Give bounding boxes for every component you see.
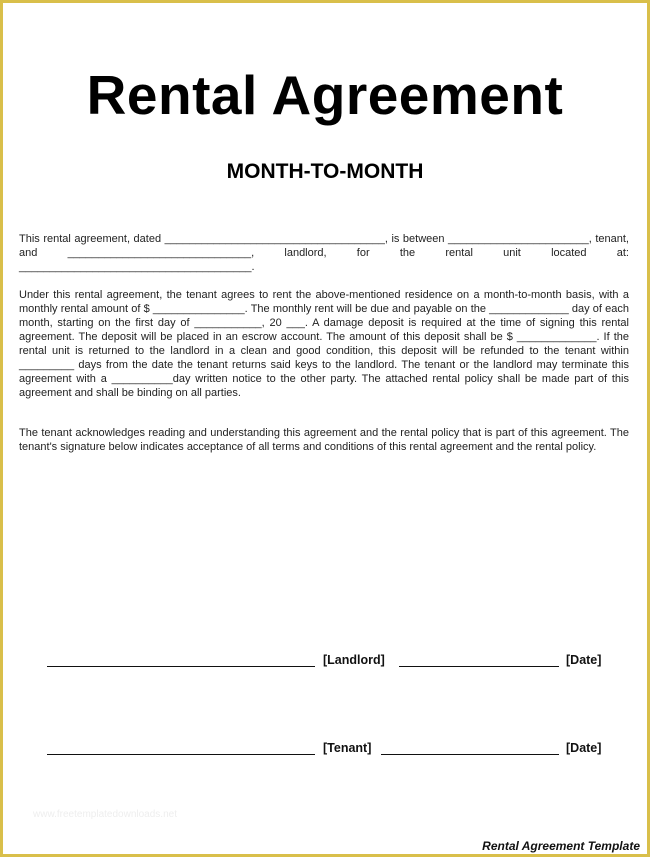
landlord-date-label: [Date] — [566, 653, 602, 667]
tenant-date-label: [Date] — [566, 741, 602, 755]
paragraph-parties: This rental agreement, dated ____________________________________, is between _______________________, tenant, and ______________________________, landlord, for the rental unit located at: ______________________________________. — [19, 233, 629, 273]
landlord-signature-line[interactable] — [47, 666, 315, 667]
landlord-label: [Landlord] — [323, 653, 385, 667]
tenant-date-line[interactable] — [381, 754, 559, 755]
document-subtitle: MONTH-TO-MONTH — [226, 160, 424, 183]
footer-caption: Rental Agreement Template — [482, 839, 640, 853]
paragraph-acknowledgement: The tenant acknowledges reading and understanding this agreement and the rental policy that is part of this agreement. The tenant's signature below indicates acceptance of all terms and conditions of this rental agreement and the rental policy. — [19, 427, 629, 453]
paragraph-terms: Under this rental agreement, the tenant agrees to rent the above-mentioned residence on a month-to-month basis, with a monthly rental amount of $ _______________. The monthly rent will be due and payable on the _____________ day of each month, starting on the first day of ___________, 20 ___. A damage deposit is required at the time of signing this rental agreement. The deposit will be placed in an escrow account. The amount of this deposit shall be $ _____________. If the rental unit is returned to the landlord in a clean and good condition, this deposit will be refunded to the tenant within _________ days from the date the tenant returns said keys to the landlord. The tenant or the landlord may terminate this agreement with a __________day written notice to the other party. The attached rental policy shall be made part of this agreement and shall be binding on all parties. — [19, 289, 629, 399]
tenant-signature-line[interactable] — [47, 754, 315, 755]
tenant-label: [Tenant] — [323, 741, 372, 755]
document-title: Rental Agreement — [86, 64, 564, 126]
landlord-date-line[interactable] — [399, 666, 559, 667]
watermark-text: www.freetemplatedownloads.net — [33, 809, 177, 820]
